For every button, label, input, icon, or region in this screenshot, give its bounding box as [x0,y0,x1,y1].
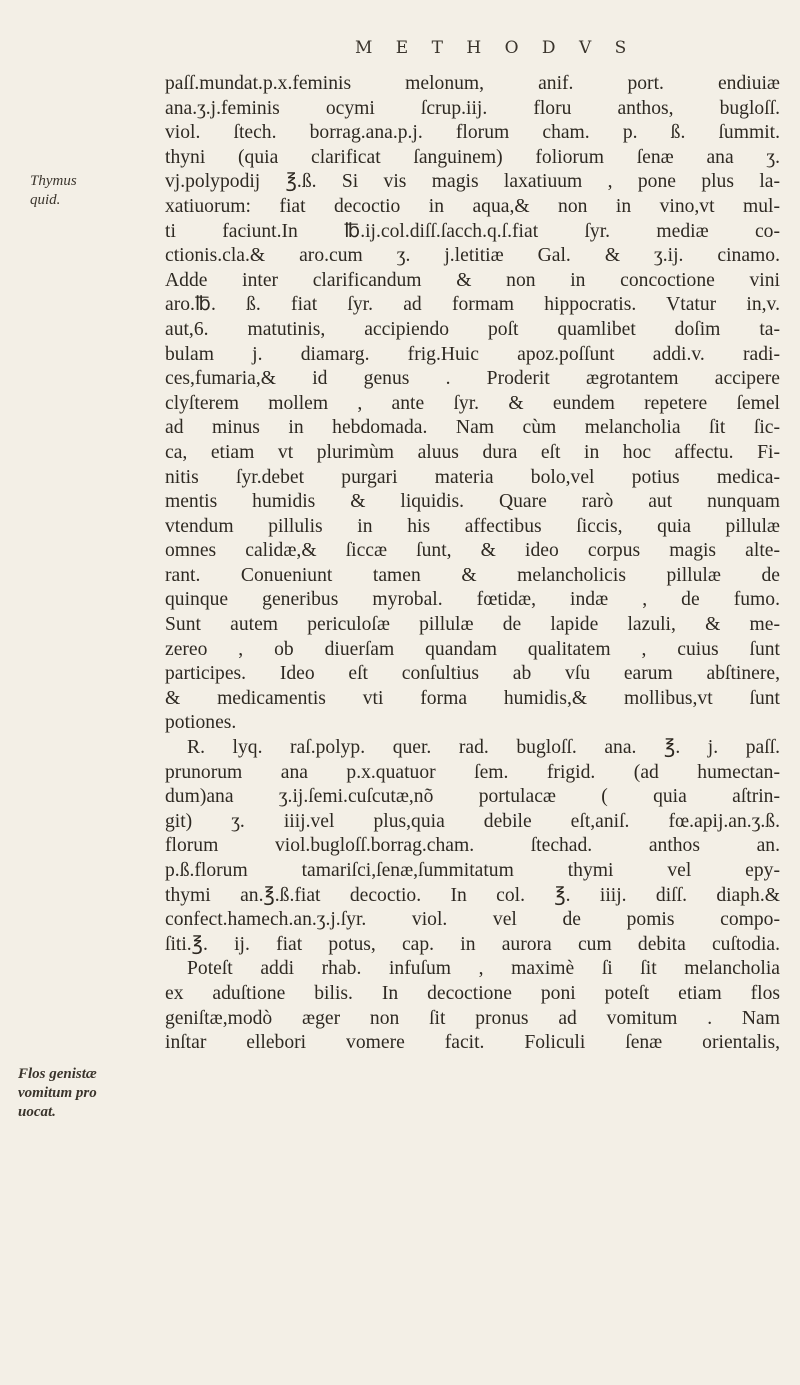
text-line: ex aduſtione bilis. In decoctione poni poteſt etiam flos [165,982,780,1004]
text-line: potiones. [165,712,237,734]
text-line: dum)ana ʒ.ij.ſemi.cuſcutæ,nõ portulacæ ( quia aſtrin- [165,786,780,808]
text-line: Sunt autem periculoſæ pillulæ de lapide lazuli, & me- [165,614,780,636]
marginal-line: vomitum pro [18,1085,97,1101]
text-line: ad minus in hebdomada. Nam cùm melancholia ſit ſic- [165,417,780,439]
marginal-line: quid. [30,192,61,208]
text-line: prunorum ana p.x.quatuor ſem. frigid. (ad humectan- [165,761,780,783]
text-line: R. lyq. raſ.polyp. quer. rad. bugloſſ. ana. ℥. j. paſſ. [187,737,780,759]
text-line: clyſterem mollem , ante ſyr. & eundem repetere ſemel [165,392,780,414]
text-line: aro.℔. ß. fiat ſyr. ad formam hippocratis. Vtatur in,v. [165,294,780,316]
text-line: Poteſt addi rhab. infuſum , maximè ſi ſit melancholia [187,958,780,980]
text-line: inſtar ellebori vomere facit. Foliculi ſenæ orientalis, [165,1032,780,1054]
text-line: thymi an.℥.ß.fiat decoctio. In col. ℥. iiij. diſſ. diaph.& [165,884,780,906]
marginal-line: Flos genistæ [18,1066,97,1082]
text-line: vtendum pillulis in his affectibus ſiccis, quia pillulæ [165,515,780,537]
text-line: aut,6. matutinis, accipiendo poſt quamlibet doſim ta- [165,318,780,340]
running-head: M E T H O D V S [355,38,636,58]
text-line: & medicamentis vti forma humidis,& mollibus,vt ſunt [165,687,780,709]
main-text [165,72,780,1056]
text-line: participes. Ideo eſt conſultius ab vſu earum abſtinere, [165,663,780,685]
text-line: vj.polypodij ℥.ß. Si vis magis laxatiuum , pone plus la- [165,171,780,193]
text-line: Adde inter clarificandum & non in concoctione vini [165,269,780,291]
text-line: bulam j. diamarg. frig.Huic apoz.poſſunt addi.v. radi- [165,343,780,365]
text-line: nitis ſyr.debet purgari materia bolo,vel potius medica- [165,466,780,488]
text-line: geniſtæ,modò æger non ſit pronus ad vomitum . Nam [165,1007,780,1029]
text-line: omnes calidæ,& ſiccæ ſunt, & ideo corpus magis alte- [165,540,780,562]
text-line: mentis humidis & liquidis. Quare rarò aut nunquam [165,491,780,513]
text-line: ca, etiam vt plurimùm aluus dura eſt in hoc affectu. Fi- [165,441,780,463]
text-line: zereo , ob diuerſam quandam qualitatem , cuius ſunt [165,638,780,660]
text-line: ces,fumaria,& id genus . Proderit ægrotantem accipere [165,368,780,390]
text-line: ti faciunt.In ℔.ij.col.diſſ.ſacch.q.ſ.fiat ſyr. mediæ co- [165,220,780,242]
text-line: git) ʒ. iiij.vel plus,quia debile eſt,aniſ. fœ.apij.an.ʒ.ß. [165,810,780,832]
text-line: p.ß.florum tamariſci,ſenæ,ſummitatum thymi vel epy- [165,860,780,881]
text-line: confect.hamech.an.ʒ.j.ſyr. viol. vel de pomis compo- [165,909,780,931]
text-line: ana.ʒ.j.feminis ocymi ſcrup.iij. floru anthos, bugloſſ. [165,97,780,119]
marginal-note-thymus [30,172,77,210]
text-line: rant. Conueniunt tamen & melancholicis pillulæ de [165,564,780,586]
marginal-line: Thymus [30,173,77,189]
marginal-note-flos [18,1065,97,1122]
text-line: ſiti.℥. ij. fiat potus, cap. in aurora cum debita cuſtodia. [165,933,780,955]
text-line: quinque generibus myrobal. fœtidæ, indæ , de fumo. [165,589,780,611]
text-line: ctionis.cla.& aro.cum ʒ. j.letitiæ Gal. & ʒ.ij. cinamo. [165,245,780,267]
marginal-line: uocat. [18,1104,56,1120]
text-line: xatiuorum: fiat decoctio in aqua,& non in vino,vt mul- [165,195,780,217]
text-line: thyni (quia clarificat ſanguinem) foliorum ſenæ ana ʒ. [165,146,780,168]
text-line: paſſ.mundat.p.x.feminis melonum, anif. port. endiuiæ [165,73,780,94]
text-line: florum viol.bugloſſ.borrag.cham. ſtechad. anthos an. [165,835,780,857]
text-line: viol. ſtech. borrag.ana.p.j. florum cham. p. ß. ſummit. [165,122,780,144]
